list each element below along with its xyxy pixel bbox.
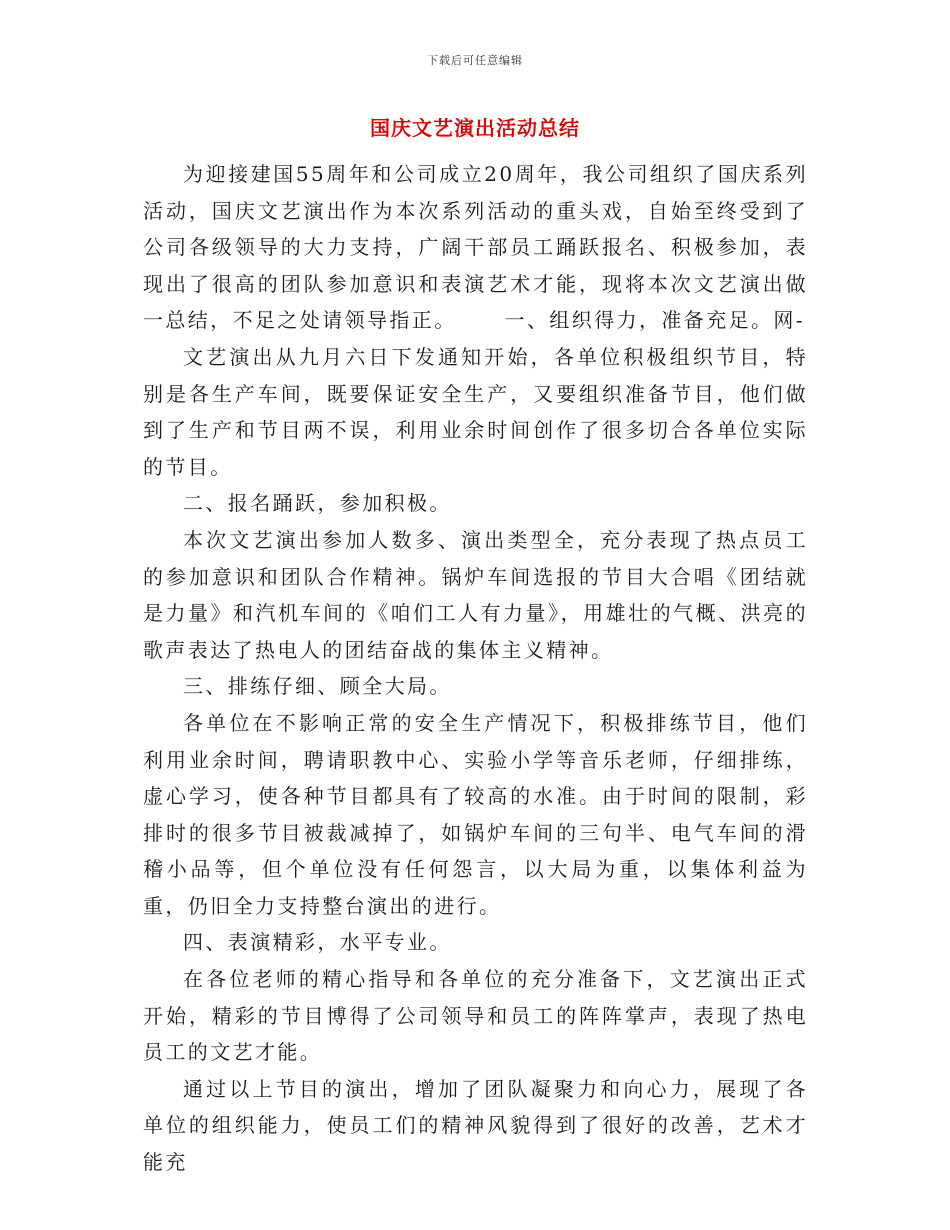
document-title: 国庆文艺演出活动总结 — [370, 116, 580, 140]
paragraph: 本次文艺演出参加人数多、演出类型全，充分表现了热点员工的参加意识和团队合作精神。锅炉车间选报的节目大合唱《团结就是力量》和汽机车间的《咱们工人有力量》，用雄壮的气概、洪亮的歌声表达了热电人的团结奋战的集体主义精神。 — [143, 527, 808, 662]
section-heading: 四、表演精彩，水平专业。 — [183, 930, 452, 955]
paragraph: 通过以上节目的演出，增加了团队凝聚力和向心力，展现了各单位的组织能力，使员工们的精神风貌得到了很好的改善，艺术才能充 — [143, 1076, 808, 1175]
document-body — [143, 156, 808, 1181]
header-note: 下载后可任意编辑 — [427, 54, 523, 67]
paragraph: 各单位在不影响正常的安全生产情况下，积极排练节目，他们利用业余时间，聘请职教中心、实验小学等音乐老师，仔细排练，虚心学习，使各种节目都具有了较高的水准。由于时间的限制，彩排时的很多节目被裁减掉了，如锅炉车间的三句半、电气车间的滑稽小品等，但个单位没有任何怨言，以大局为重，以集体利益为重，仍旧全力支持整台演出的进行。 — [143, 710, 808, 918]
paragraph: 文艺演出从九月六日下发通知开始，各单位积极组织节目，特别是各生产车间，既要保证安全生产，又要组织准备节目，他们做到了生产和节目两不误，利用业余时间创作了很多切合各单位实际的节目。 — [143, 344, 808, 479]
paragraph: 在各位老师的精心指导和各单位的充分准备下，文艺演出正式开始，精彩的节目博得了公司领导和员工的阵阵掌声，表现了热电员工的文艺才能。 — [143, 967, 808, 1065]
section-heading: 二、报名踊跃，参加积极。 — [183, 491, 452, 516]
paragraph — [143, 156, 808, 339]
section-heading: 一、组织得力，准备充足。网- — [504, 308, 805, 333]
paragraph-text: 为迎接建国55周年和公司成立20周年，我公司组织了国庆系列活动，国庆文艺演出作为本次系列活动的重头戏，自始至终受到了公司各级领导的大力支持，广阔干部员工踊跃报名、积极参加，表现出了很高的团队参加意识和表演艺术才能，现将本次文艺演出做一总结，不足之处请领导指正。 — [143, 162, 808, 333]
section-heading: 三、排练仔细、顾全大局。 — [183, 674, 452, 699]
